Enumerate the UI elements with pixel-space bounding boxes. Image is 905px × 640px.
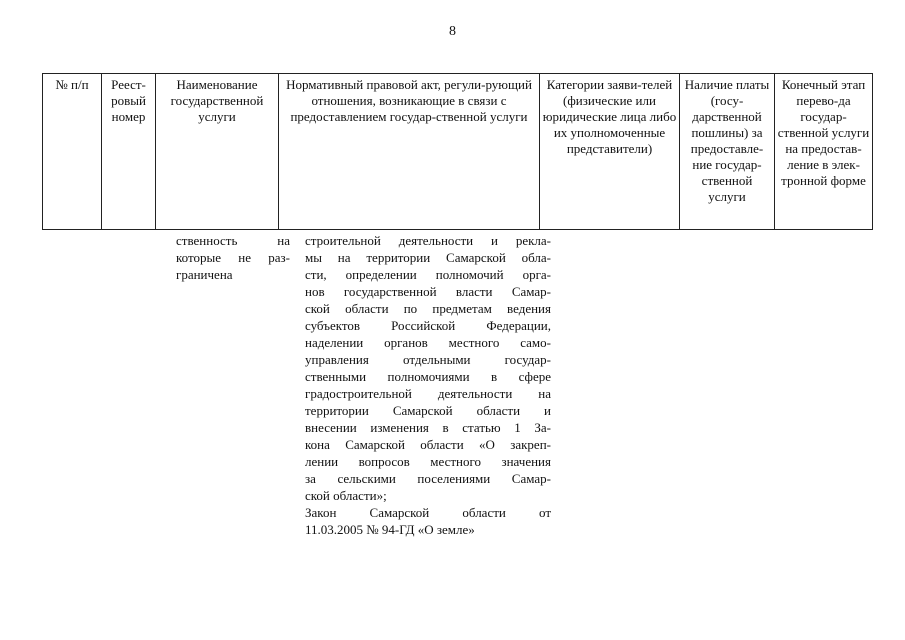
legal-act-line: сти, определении полномочий орга- (305, 267, 551, 282)
legal-act-line: наделении органов местного само- (305, 335, 551, 350)
legal-act-line: территории Самарской области и (305, 403, 551, 418)
legal-act-cell (305, 232, 551, 538)
legal-act-line: за сельскими поселениями Самар- (305, 471, 551, 486)
service-name-line: которые не раз- (176, 250, 290, 265)
col-header-registry-number: Реест-ровый номер (102, 74, 156, 230)
legal-act-line: лении вопросов местного значения (305, 454, 551, 469)
legal-act-line: Закон Самарской области от (305, 505, 551, 520)
legal-act-line: ской области»; (305, 488, 387, 503)
legal-act-line: внесении изменения в статью 1 За- (305, 420, 551, 435)
legal-act-line: ской области по предметам ведения (305, 301, 551, 316)
col-header-service-name: Наименование государственной услуги (156, 74, 279, 230)
col-header-fee: Наличие платы (госу-дарственной пошлины) за предоставле-ние государ-ственной услуги (680, 74, 775, 230)
legal-act-line: управления отдельными государ- (305, 352, 551, 367)
legal-act-line: строительной деятельности и рекла- (305, 233, 551, 248)
service-name-line: граничена (176, 267, 233, 282)
legal-act-line: ственными полномочиями в сфере (305, 369, 551, 384)
legal-act-line: мы на территории Самарской обла- (305, 250, 551, 265)
col-header-legal-act: Нормативный правовой акт, регули-рующий отношения, возникающие в связи с предоставлением государ-ственной услуги (279, 74, 540, 230)
header-row (43, 74, 873, 230)
page-number: 8 (449, 24, 456, 39)
legal-act-line: 11.03.2005 № 94-ГД «О земле» (305, 522, 475, 537)
legal-act-line: градостроительной деятельности на (305, 386, 551, 401)
col-header-applicant-categories: Категории заяви-телей (физические или юридические лица либо их уполномоченные представители) (540, 74, 680, 230)
col-header-electronic-stage: Конечный этап перево-да государ-ственной услуги на предостав-ление в элек-тронной форме (775, 74, 873, 230)
legal-act-line: кона Самарской области «О закреп- (305, 437, 551, 452)
legal-act-line: нов государственной власти Самар- (305, 284, 551, 299)
header-table (42, 73, 873, 230)
col-header-number: № п/п (43, 74, 102, 230)
service-name-line: ственность на (176, 233, 290, 248)
service-name-cell (176, 232, 290, 283)
legal-act-line: субъектов Российской Федерации, (305, 318, 551, 333)
